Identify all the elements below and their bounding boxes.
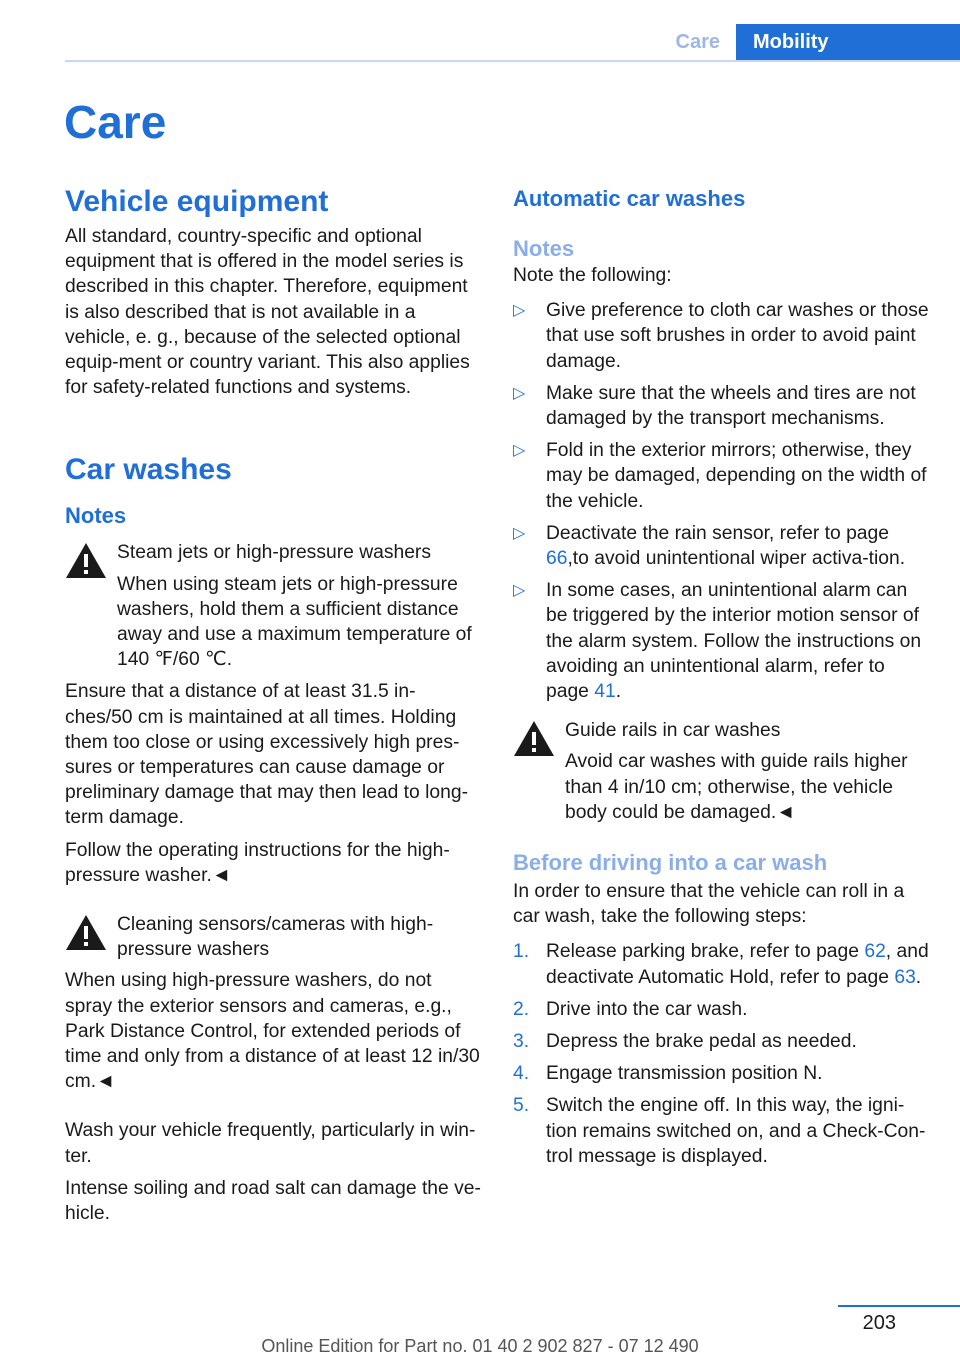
step-number: 4.	[513, 1063, 530, 1085]
warning-guide-rails	[513, 718, 931, 825]
list-item: 3. Depress the brake pedal as needed.	[513, 1029, 931, 1054]
distance-paragraph: Ensure that a distance of at least 31.5 in-ches/50 cm is maintained at all times. Holding them too close or using excessively high pres-sures or temperatures can cause damage or preliminary damage that may then lead to long-term damage.	[65, 681, 468, 829]
bullet-triangle-icon: ▷	[513, 582, 526, 600]
before-car-wash-heading: Before driving into a car wash	[513, 850, 828, 876]
page-link[interactable]: 41	[594, 681, 616, 703]
warning-title: Steam jets or high-pressure washers	[117, 542, 431, 564]
tab-mobility[interactable]: Mobility	[736, 24, 960, 61]
tab-care[interactable]: Care	[675, 31, 720, 53]
soiling-paragraph: Intense soiling and road salt can damage the ve-hicle.	[65, 1177, 481, 1225]
warning-title: Guide rails in car washes	[565, 720, 781, 742]
left-column	[65, 180, 483, 1233]
page-number: 203	[862, 1312, 896, 1334]
warning-triangle-icon	[65, 542, 107, 579]
list-item: ▷ In some cases, an unintentional alarm can be triggered by the interior motion sensor of the alarm system. Follow the instructions on avoiding an unintentional alarm, refer to page 41.	[513, 580, 922, 703]
vehicle-equipment-heading: Vehicle equipment	[65, 185, 329, 218]
warning-title: Cleaning sensors/cameras with high-pressure washers	[117, 914, 434, 961]
notes-subheading: Notes	[513, 236, 575, 261]
page-link[interactable]: 66	[546, 548, 568, 570]
bullet-triangle-icon: ▷	[513, 384, 526, 402]
step-number: 1.	[513, 941, 530, 963]
warning-sensors-cameras	[65, 912, 483, 962]
warning-steam-jets	[65, 540, 483, 672]
notes-heading: Notes	[65, 503, 127, 529]
header-tabs	[658, 24, 960, 61]
page-title: Care	[64, 96, 167, 148]
warning-triangle-icon	[513, 720, 555, 757]
operating-instructions-paragraph: Follow the operating instructions for the high-pressure washer.◄	[65, 839, 450, 886]
wash-frequently-paragraph: Wash your vehicle frequently, particularly in win-ter.	[65, 1120, 476, 1167]
warning-body: When using high-pressure washers, do not spray the exterior sensors and cameras, e.g., Park Distance Control, for extended periods of time and only from a distance of at least 12 in/30 cm.◄	[65, 970, 480, 1093]
footer-divider	[838, 1305, 960, 1307]
edition-footer: Online Edition for Part no. 01 40 2 902 827 - 07 12 490	[261, 1336, 699, 1356]
notes-list	[513, 298, 931, 704]
bullet-triangle-icon: ▷	[513, 302, 526, 320]
step-number: 3.	[513, 1031, 530, 1053]
list-item: ▷ Deactivate the rain sensor, refer to page 66,to avoid unintentional wiper activa-tion.	[513, 522, 906, 570]
vehicle-equipment-text: All standard, country-specific and optional equipment that is offered in the model series is described in this chapter. Therefore, equipment is also described that is not available in a vehicle, e. g., because of the selected optional equip-ment or country variant. This also applies for safety-related functions and systems.	[65, 226, 470, 399]
right-column	[513, 180, 931, 1176]
list-item: 4. Engage transmission position N.	[513, 1061, 931, 1086]
header-divider	[65, 60, 960, 62]
step-number: 2.	[513, 998, 530, 1020]
page-link[interactable]: 63	[894, 966, 916, 988]
bullet-triangle-icon: ▷	[513, 524, 526, 542]
list-item: ▷ Give preference to cloth car washes or those that use soft brushes in order to avoid paint damage.	[513, 300, 929, 372]
before-car-wash-intro: In order to ensure that the vehicle can roll in a car wash, take the following steps:	[513, 881, 905, 928]
list-item: ▷ Fold in the exterior mirrors; otherwise, they may be damaged, depending on the width of the vehicle.	[513, 440, 927, 512]
notes-intro: Note the following:	[513, 265, 672, 286]
steps-list	[513, 939, 931, 1169]
list-item: 2. Drive into the car wash.	[513, 997, 931, 1022]
warning-body: Avoid car washes with guide rails higher than 4 in/10 cm; otherwise, the vehicle body could be damaged.◄	[565, 751, 908, 823]
bullet-triangle-icon: ▷	[513, 442, 526, 460]
step-number: 5.	[513, 1095, 530, 1117]
car-washes-heading: Car washes	[65, 453, 232, 487]
page-link[interactable]: 62	[864, 941, 886, 963]
automatic-car-washes-heading: Automatic car washes	[513, 186, 746, 211]
list-item: ▷ Make sure that the wheels and tires are not damaged by the transport mechanisms.	[513, 382, 916, 430]
warning-triangle-icon	[65, 914, 107, 951]
warning-body: When using steam jets or high-pressure washers, hold them a sufficient distance away and use a maximum temperature of 140 ℉/60 ℃.	[117, 573, 472, 671]
list-item: 1. Release parking brake, refer to page 62, and deactivate Automatic Hold, refer to page 63.	[513, 941, 929, 988]
list-item: 5. Switch the engine off. In this way, the igni-tion remains switched on, and a Check-Con-trol message is displayed.	[513, 1095, 926, 1167]
